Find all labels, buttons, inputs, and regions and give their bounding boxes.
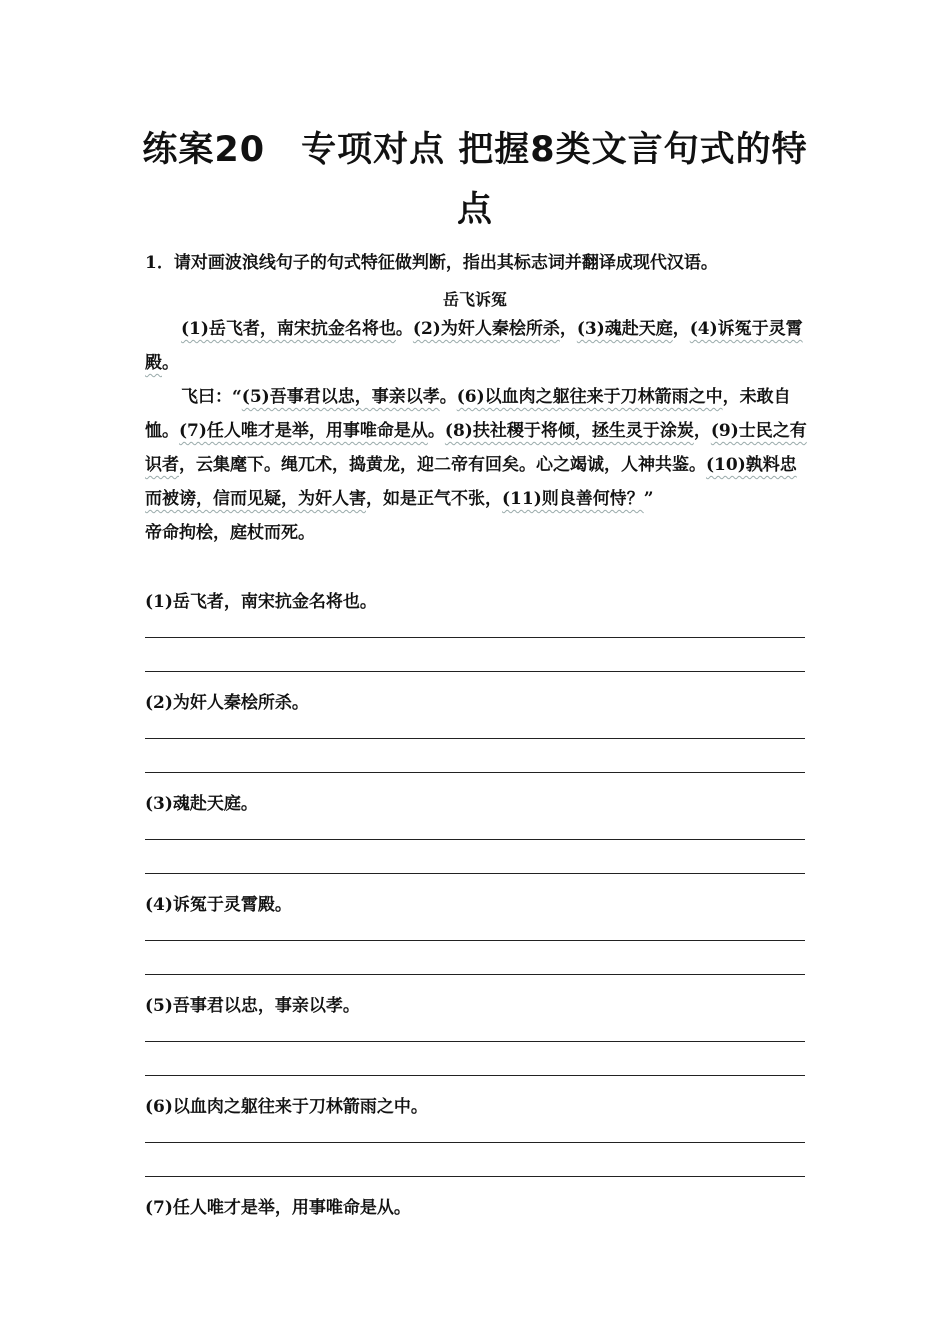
passage-text: 飞曰：“ — [181, 387, 242, 407]
wavy-underlined-sentence: (8)扶社稷于将倾，拯生灵于涂炭 — [444, 421, 694, 441]
passage-paragraph-1 — [145, 312, 810, 380]
subquestion-label: (5)吾事君以忠，事亲以孝。 — [145, 996, 360, 1016]
answer-line[interactable] — [145, 1142, 805, 1143]
subquestion-label: (6)以血肉之躯往来于刀林箭雨之中。 — [145, 1097, 428, 1117]
passage-text: 。 — [162, 353, 179, 373]
subquestion-label: (4)诉冤于灵霄殿。 — [145, 895, 292, 915]
wavy-underlined-sentence: (3)魂赴天庭 — [576, 319, 673, 339]
passage-text: ，未敢自恤。 — [145, 387, 791, 441]
passage-text: ，如是正气不张， — [366, 489, 502, 509]
subquestion-label: (7)任人唯才是举，用事唯命是从。 — [145, 1198, 411, 1218]
question-prompt: 1．请对画波浪线句子的句式特征做判断，指出其标志词并翻译成现代汉语。 — [145, 253, 718, 273]
passage-text: ，云集麾下。绳兀术，捣黄龙，迎二帝有回矣。心之竭诚，人神共鉴。 — [179, 455, 706, 475]
answer-line[interactable] — [145, 738, 805, 739]
wavy-underlined-sentence: (9)士民之有识者 — [145, 421, 807, 475]
wavy-underlined-sentence: (10)孰料忠而被谤，信而见疑，为奸人害 — [145, 455, 797, 509]
answer-line[interactable] — [145, 637, 805, 638]
answer-line[interactable] — [145, 1176, 805, 1177]
wavy-underlined-sentence: (7)任人唯才是举，用事唯命是从 — [179, 421, 428, 441]
passage-body — [145, 312, 810, 550]
passage-paragraph-3: 帝命拘桧，庭杖而死。 — [145, 523, 315, 543]
passage-text: 。 — [395, 319, 413, 339]
title-line-2: 点 — [456, 190, 493, 230]
passage-text: ， — [693, 421, 711, 441]
passage-text: ， — [559, 319, 577, 339]
wavy-underlined-sentence: (2)为奸人秦桧所杀 — [412, 319, 560, 339]
answer-line[interactable] — [145, 940, 805, 941]
answer-line[interactable] — [145, 873, 805, 874]
passage-text: 。 — [439, 387, 457, 407]
wavy-underlined-sentence: (4)诉冤于灵霄殿 — [145, 319, 803, 373]
answer-line[interactable] — [145, 772, 805, 773]
subquestion-label: (2)为奸人秦桧所杀。 — [145, 693, 309, 713]
answer-line[interactable] — [145, 1041, 805, 1042]
answer-line[interactable] — [145, 671, 805, 672]
wavy-underlined-sentence: (5)吾事君以忠，事亲以孝 — [241, 387, 440, 407]
wavy-underlined-sentence: (11)则良善何恃？ — [502, 489, 644, 509]
answer-line[interactable] — [145, 839, 805, 840]
wavy-underlined-sentence: (6)以血肉之躯往来于刀林箭雨之中 — [456, 387, 723, 407]
subquestion-label: (3)魂赴天庭。 — [145, 794, 258, 814]
page-title — [140, 120, 810, 240]
answer-line[interactable] — [145, 1075, 805, 1076]
passage-paragraph-2 — [145, 380, 810, 516]
passage-text: 。 — [427, 421, 445, 441]
passage-title: 岳飞诉冤 — [442, 290, 507, 309]
passage-text: ， — [672, 319, 690, 339]
title-line-1: 练案20 专项对点 把握8类文言句式的特 — [142, 130, 808, 170]
subquestion-label: (1)岳飞者，南宋抗金名将也。 — [145, 592, 377, 612]
wavy-underlined-sentence: (1)岳飞者，南宋抗金名将也 — [181, 319, 396, 339]
passage-text: ” — [643, 489, 654, 509]
answer-line[interactable] — [145, 974, 805, 975]
